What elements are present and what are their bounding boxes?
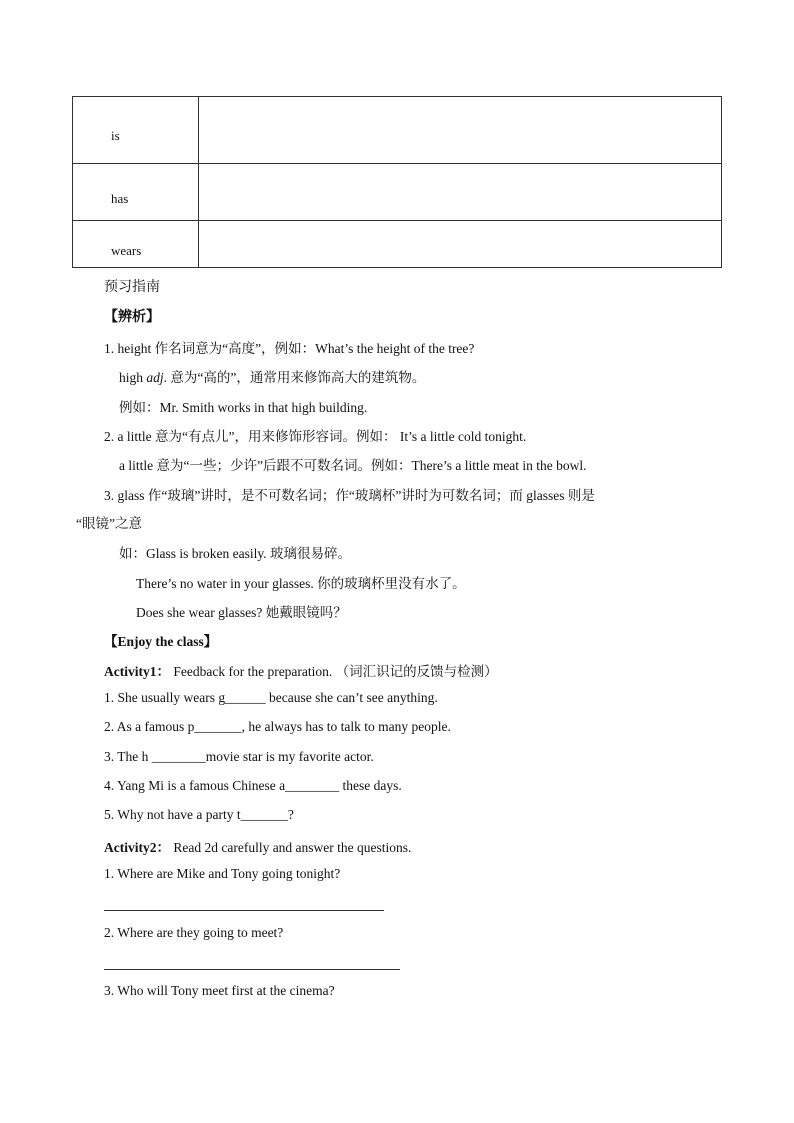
table-word-cell: [73, 164, 199, 221]
activity2-question-2: 2. Where are they going to meet?: [104, 925, 284, 940]
table-content-cell: [199, 97, 722, 164]
analysis-line-7: “眼镜”之意: [76, 516, 142, 531]
analysis-line-8: 如：Glass is broken easily. 玻璃很易碎。: [119, 546, 351, 561]
answer-line-1: [104, 910, 384, 911]
table-content-cell: [199, 221, 722, 268]
activity1-item-5: 5. Why not have a party t_______?: [104, 807, 294, 822]
vocabulary-table: [72, 96, 722, 268]
activity2-heading: [104, 836, 411, 856]
activity1-heading: [104, 660, 498, 680]
table-word: has: [111, 191, 129, 206]
guide-title: 预习指南: [104, 279, 160, 295]
answer-line-2: [104, 969, 400, 970]
table-row: [73, 97, 722, 164]
table-word: wears: [111, 243, 142, 258]
activity2-question-3: 3. Who will Tony meet first at the cinema?: [104, 983, 335, 998]
activity2-text: Read 2d carefully and answer the questions.: [169, 840, 412, 855]
table-word-cell: [73, 97, 199, 164]
analysis-title: 【辨析】: [104, 309, 160, 325]
table-row: [73, 221, 722, 268]
activity1-text: Feedback for the preparation. （词汇识记的反馈与检测）: [169, 664, 498, 679]
table-content-cell: [199, 164, 722, 221]
analysis-line-3: 例如：Mr. Smith works in that high building.: [119, 400, 368, 415]
activity1-item-1: 1. She usually wears g______ because she can’t see anything.: [104, 690, 438, 705]
analysis-line-2-c: . 意为“高的”，通常用来修饰高大的建筑物。: [163, 370, 426, 385]
analysis-line-2: [119, 366, 425, 386]
activity1-item-2: 2. As a famous p_______, he always has to talk to many people.: [104, 719, 451, 734]
analysis-line-4: 2. a little 意为“有点儿”，用来修饰形容词。例如： It’s a little cold tonight.: [104, 429, 527, 444]
adj-abbrev: adj: [146, 370, 164, 385]
activity2-question-1: 1. Where are Mike and Tony going tonight?: [104, 866, 341, 881]
enjoy-class-title: 【Enjoy the class】: [104, 634, 218, 649]
analysis-line-5: a little 意为“一些；少许”后跟不可数名词。例如：There’s a little meat in the bowl.: [119, 458, 587, 473]
analysis-line-10: Does she wear glasses? 她戴眼镜吗？: [136, 605, 347, 620]
analysis-line-1: 1. height 作名词意为“高度”，例如：What’s the height of the tree?: [104, 341, 475, 356]
analysis-line-6: 3. glass 作“玻璃”讲时，是不可数名词；作“玻璃杯”讲时为可数名词；而 glasses 则是: [104, 488, 595, 503]
activity1-label: Activity1：: [104, 664, 170, 679]
table-row: [73, 164, 722, 221]
activity1-item-3: 3. The h ________movie star is my favorite actor.: [104, 749, 374, 764]
activity2-label: Activity2：: [104, 840, 170, 855]
analysis-line-2-a: high: [119, 370, 147, 385]
table-word: is: [111, 128, 120, 143]
analysis-line-9: There’s no water in your glasses. 你的玻璃杯里没有水了。: [136, 576, 466, 591]
table-word-cell: [73, 221, 199, 268]
activity1-item-4: 4. Yang Mi is a famous Chinese a________ these days.: [104, 778, 402, 793]
